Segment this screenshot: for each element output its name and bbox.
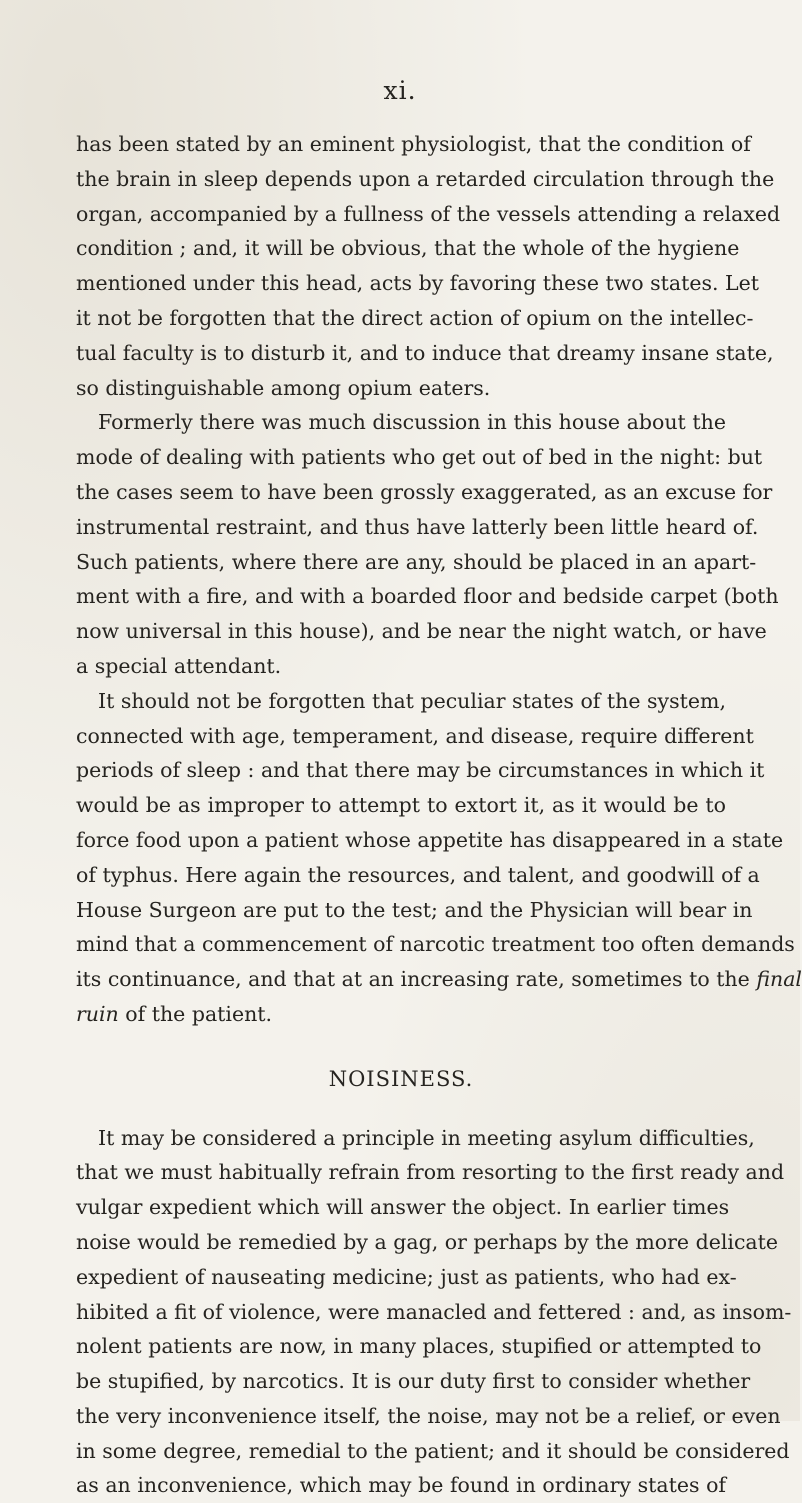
paragraph-periods-of-sleep <box>76 684 802 1032</box>
text-line: in some degree, remedial to the patient; and it should be considered <box>76 1438 790 1463</box>
body-text <box>76 127 802 1503</box>
text-line: Such patients, where there are any, should be placed in an apart- <box>76 549 757 574</box>
text-line: be stupified, by narcotics. It is our duty first to consider whether <box>76 1369 751 1394</box>
text-line: hibited a fit of violence, were manacled and fettered : and, as insom- <box>76 1299 792 1324</box>
paragraph-sleep-circulation <box>76 127 781 405</box>
text-line: organ, accompanied by a fullness of the vessels attending a relaxed <box>76 201 781 226</box>
text-line: House Surgeon are put to the test; and the Physician will bear in <box>76 897 753 922</box>
text-line: force food upon a patient whose appetite has disappeared in a state <box>76 827 784 852</box>
paragraph-night-patients <box>76 405 779 683</box>
text-line: It should not be forgotten that peculiar states of the system, <box>98 688 726 713</box>
text-line: it not be forgotten that the direct action of opium on the intellec- <box>76 305 754 330</box>
section-heading: NOISINESS. <box>328 1066 474 1091</box>
text-line: of typhus. Here again the resources, and talent, and goodwill of a <box>76 862 760 887</box>
text-line: that we must habitually refrain from resorting to the first ready and <box>76 1160 785 1185</box>
text-line-with-italic <box>76 962 802 997</box>
text-line: the very inconvenience itself, the noise, may not be a relief, or even <box>76 1403 781 1428</box>
text-line: tual faculty is to disturb it, and to induce that dreamy insane state, <box>76 340 774 365</box>
text-line: It may be considered a principle in meeting asylum difficulties, <box>98 1125 755 1150</box>
text-line: has been stated by an eminent physiologist, that the condition of <box>76 132 751 156</box>
text-line: the cases seem to have been grossly exaggerated, as an excuse for <box>76 479 773 504</box>
italic-word: ruin <box>76 1001 119 1026</box>
italic-word: final <box>756 967 802 992</box>
text-line: now universal in this house), and be near the night watch, or have <box>76 619 767 644</box>
text-line: noise would be remedied by a gag, or perhaps by the more delicate <box>76 1229 779 1254</box>
text-line: vulgar expedient which will answer the object. In earlier times <box>76 1195 730 1220</box>
text-line: mode of dealing with patients who get out of bed in the night: but <box>76 445 763 470</box>
text-line: nolent patients are now, in many places, stupified or attempted to <box>76 1334 762 1359</box>
text-segment: its continuance, and that at an increasing rate, sometimes to the <box>76 967 750 992</box>
text-line: mentioned under this head, acts by favoring these two states. Let <box>76 271 760 296</box>
text-line: condition ; and, it will be obvious, that the whole of the hygiene <box>76 236 740 261</box>
text-line: a special attendant. <box>76 653 282 678</box>
paragraph-noisiness <box>76 1121 792 1503</box>
text-line: ment with a fire, and with a boarded floor and bedside carpet (both <box>76 584 779 609</box>
text-line: as an inconvenience, which may be found in ordinary states of <box>76 1473 726 1498</box>
text-line: would be as improper to attempt to extort it, as it would be to <box>76 793 726 818</box>
text-line-with-italic <box>76 997 726 1032</box>
text-segment: of the patient. <box>118 1001 273 1026</box>
text-line: mind that a commencement of narcotic treatment too often demands <box>76 932 795 957</box>
page-number: xi. <box>383 76 417 105</box>
text-line: the brain in sleep depends upon a retarded circulation through the <box>76 166 775 191</box>
text-line: expedient of nauseating medicine; just as patients, who had ex- <box>76 1264 737 1289</box>
text-line: Formerly there was much discussion in this house about the <box>98 410 726 435</box>
text-line: so distinguishable among opium eaters. <box>76 375 491 400</box>
text-line: periods of sleep : and that there may be circumstances in which it <box>76 758 765 783</box>
text-line: connected with age, temperament, and disease, require different <box>76 723 754 748</box>
text-line: instrumental restraint, and thus have latterly been little heard of. <box>76 514 759 539</box>
